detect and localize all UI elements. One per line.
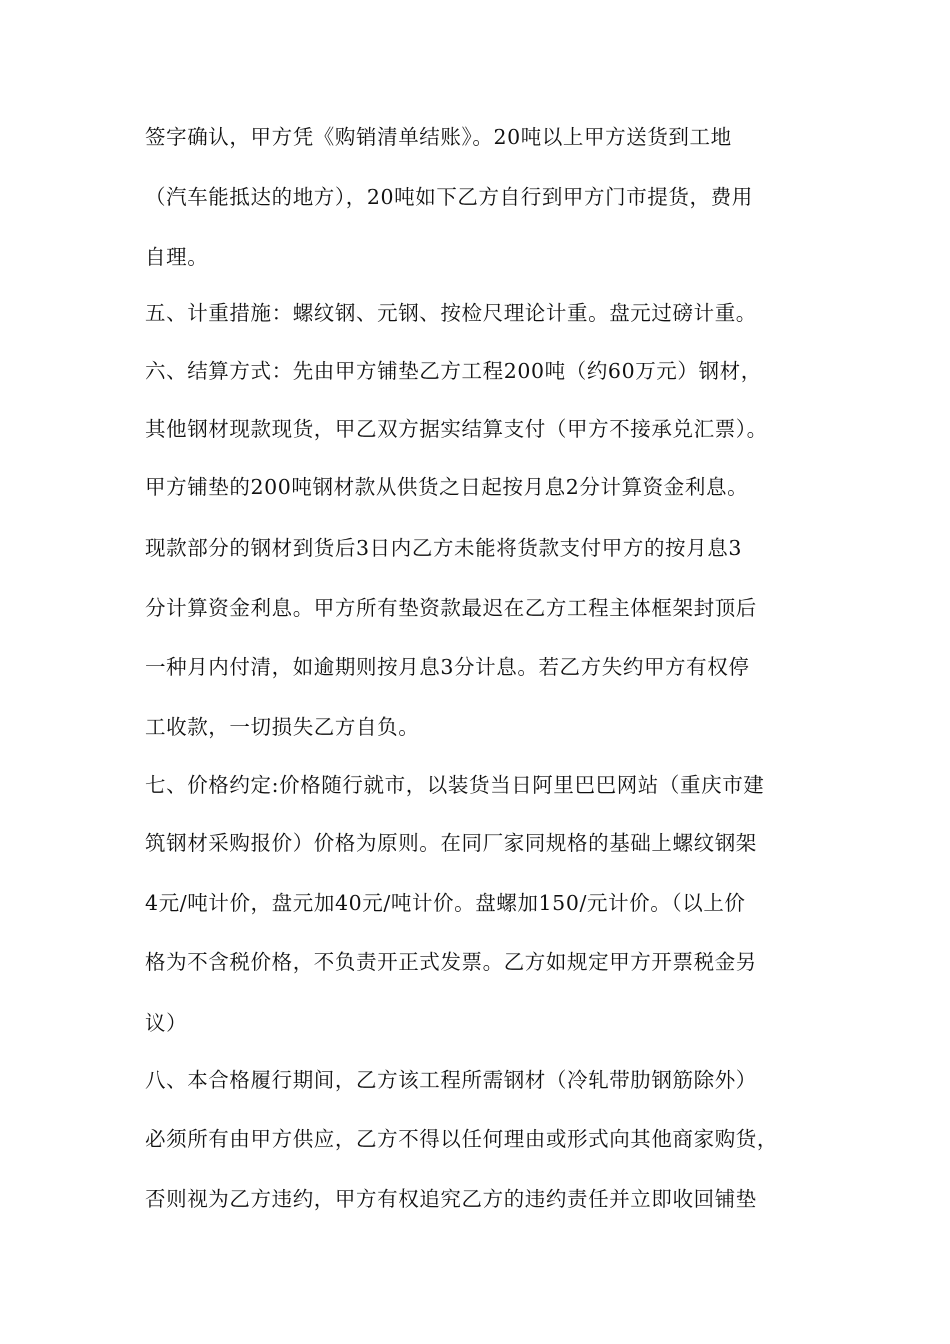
text-line: 否则视为乙方违约，甲方有权追究乙方的违约责任并立即收回铺垫 (145, 1187, 757, 1211)
text-line: 甲方铺垫的200吨钢材款从供货之日起按月息2分计算资金利息。 (145, 475, 749, 499)
text-line: 自理。 (145, 245, 209, 269)
text-line: 4元/吨计价，盘元加40元/吨计价。盘螺加150/元计价。（以上价 (145, 891, 746, 915)
section-heading-6: 六、结算方式：先由甲方铺垫乙方工程200吨（约60万元）钢材， (145, 359, 762, 383)
text-line: 格为不含税价格，不负责开正式发票。乙方如规定甲方开票税金另 (145, 950, 757, 974)
text-line: 分计算资金利息。甲方所有垫资款最迟在乙方工程主体框架封顶后 (145, 596, 757, 620)
text-line: 签字确认，甲方凭《购销清单结账》。20吨以上甲方送货到工地 (145, 125, 732, 149)
section-heading-8: 八、本合格履行期间，乙方该工程所需钢材（冷轧带肋钢筋除外） (145, 1068, 757, 1092)
section-heading-7: 七、价格约定:价格随行就市，以装货当日阿里巴巴网站（重庆市建 (145, 773, 765, 797)
text-line: 必须所有由甲方供应，乙方不得以任何理由或形式向其他商家购货， (145, 1127, 778, 1151)
text-line: 工收款，一切损失乙方自负。 (145, 715, 420, 739)
text-line: （汽车能抵达的地方），20吨如下乙方自行到甲方门市提货，费用 (145, 185, 753, 209)
section-heading-5: 五、计重措施：螺纹钢、元钢、按检尺理论计重。盘元过磅计重。 (145, 301, 757, 325)
text-line: 其他钢材现款现货，甲乙双方据实结算支付（甲方不接承兑汇票）。 (145, 417, 768, 441)
text-line: 现款部分的钢材到货后3日内乙方未能将货款支付甲方的按月息3 (145, 536, 742, 560)
text-line: 议） (145, 1011, 188, 1035)
text-line: 筑钢材采购报价）价格为原则。在同厂家同规格的基础上螺纹钢架 (145, 831, 757, 855)
text-line: 一种月内付清，如逾期则按月息3分计息。若乙方失约甲方有权停 (145, 655, 750, 679)
